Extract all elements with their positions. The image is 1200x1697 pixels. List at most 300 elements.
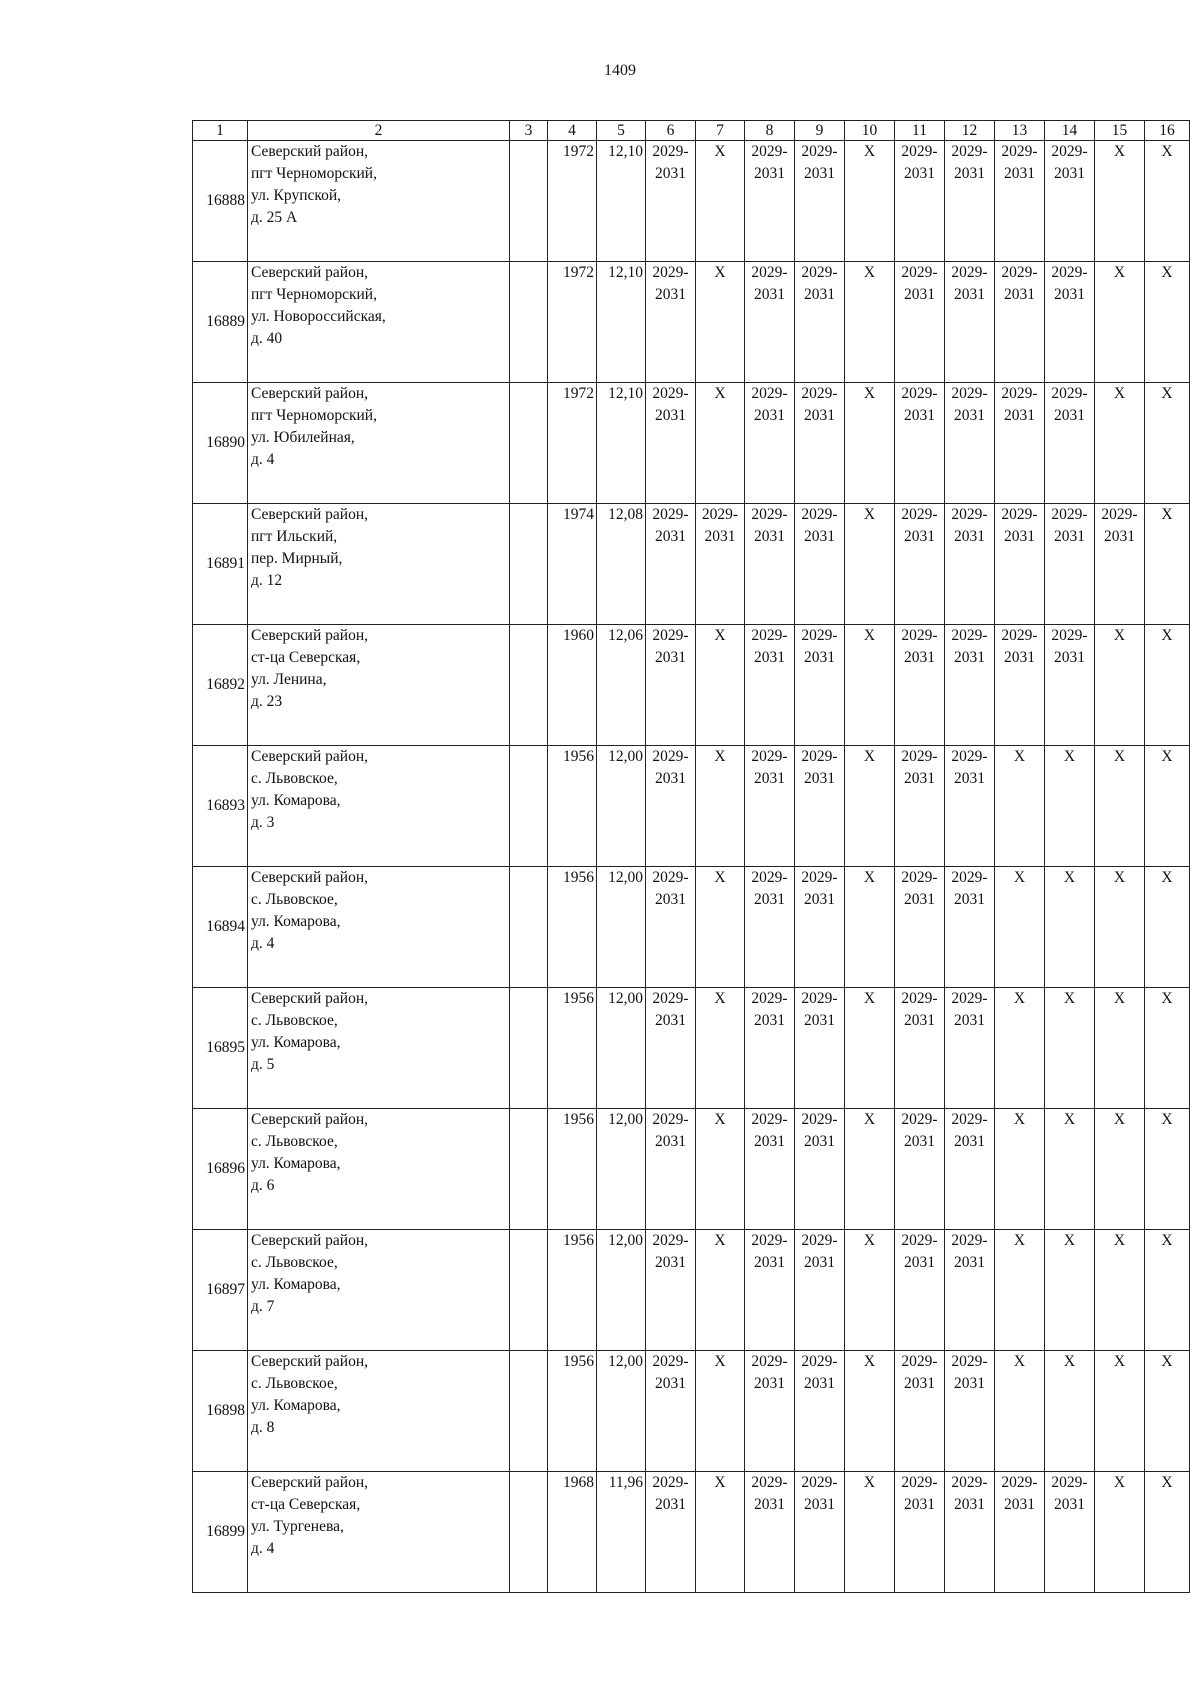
- period-cell: [1095, 504, 1145, 625]
- period-cell: [1045, 262, 1095, 383]
- period-text: 2029-2031: [1001, 627, 1038, 666]
- not-applicable-cell: X: [845, 262, 895, 383]
- period-text: 2029-2031: [951, 1111, 988, 1150]
- period-text: 2029-2031: [951, 143, 988, 182]
- record-number-cell: 16896: [193, 1109, 248, 1230]
- period-text: 2029-2031: [652, 143, 689, 182]
- address-line: с. Львовское,: [251, 1133, 338, 1150]
- period-text: 2029-2031: [652, 1232, 689, 1271]
- period-cell: [895, 1472, 945, 1593]
- column-number-cell: 3: [510, 121, 548, 141]
- empty-column-3-cell: [510, 504, 548, 625]
- address-line: д. 6: [251, 1177, 275, 1194]
- period-text: 2029-2031: [801, 143, 838, 182]
- address-line: Северский район,: [251, 627, 368, 644]
- address-line: д. 4: [251, 451, 275, 468]
- column-number-row: [193, 121, 1190, 141]
- period-cell: [795, 1472, 845, 1593]
- period-text: 2029-2031: [901, 264, 938, 303]
- period-cell: [696, 504, 745, 625]
- period-cell: [745, 1109, 795, 1230]
- address-line: ул. Комарова,: [251, 913, 341, 930]
- year-cell: 1956: [548, 1109, 597, 1230]
- column-number-cell: 14: [1045, 121, 1095, 141]
- not-applicable-cell: X: [1095, 988, 1145, 1109]
- address-line: Северский район,: [251, 264, 368, 281]
- address-line: Северский район,: [251, 1474, 368, 1491]
- period-cell: [745, 504, 795, 625]
- address-line: ул. Комарова,: [251, 1397, 341, 1414]
- table-row: [193, 746, 1190, 867]
- period-cell: [745, 625, 795, 746]
- period-text: 2029-2031: [751, 748, 788, 787]
- period-cell: [795, 1109, 845, 1230]
- empty-column-3-cell: [510, 383, 548, 504]
- period-cell: [745, 1472, 795, 1593]
- address-line: пер. Мирный,: [251, 550, 343, 567]
- period-cell: [995, 141, 1045, 262]
- period-text: 2029-2031: [801, 1474, 838, 1513]
- not-applicable-cell: X: [845, 504, 895, 625]
- period-cell: [795, 262, 845, 383]
- table-row: [193, 262, 1190, 383]
- not-applicable-cell: X: [845, 867, 895, 988]
- address-cell: [248, 1230, 510, 1351]
- period-cell: [995, 383, 1045, 504]
- year-cell: 1972: [548, 262, 597, 383]
- period-text: 2029-2031: [901, 1232, 938, 1271]
- period-text: 2029-2031: [801, 385, 838, 424]
- record-number-cell: 16890: [193, 383, 248, 504]
- period-cell: [945, 746, 995, 867]
- not-applicable-cell: X: [1145, 504, 1190, 625]
- period-cell: [895, 262, 945, 383]
- not-applicable-cell: X: [845, 1109, 895, 1230]
- period-cell: [945, 504, 995, 625]
- not-applicable-cell: X: [845, 1351, 895, 1472]
- address-line: Северский район,: [251, 869, 368, 886]
- address-line: Северский район,: [251, 990, 368, 1007]
- period-text: 2029-2031: [1051, 264, 1088, 303]
- record-number-cell: 16897: [193, 1230, 248, 1351]
- not-applicable-cell: X: [1095, 1351, 1145, 1472]
- period-text: 2029-2031: [951, 506, 988, 545]
- not-applicable-cell: X: [845, 1472, 895, 1593]
- period-text: 2029-2031: [652, 1111, 689, 1150]
- year-cell: 1956: [548, 746, 597, 867]
- table-row: [193, 383, 1190, 504]
- record-number-cell: 16888: [193, 141, 248, 262]
- not-applicable-cell: X: [995, 1109, 1045, 1230]
- address-line: ул. Комарова,: [251, 1276, 341, 1293]
- period-text: 2029-2031: [701, 506, 739, 545]
- period-cell: [945, 1351, 995, 1472]
- column-number-cell: 8: [745, 121, 795, 141]
- table-row: [193, 625, 1190, 746]
- period-text: 2029-2031: [901, 627, 938, 666]
- value-cell: 12,00: [597, 867, 646, 988]
- address-line: ст-ца Северская,: [251, 649, 361, 666]
- not-applicable-cell: X: [1145, 1230, 1190, 1351]
- table-row: [193, 867, 1190, 988]
- address-line: ул. Крупской,: [251, 187, 342, 204]
- period-text: 2029-2031: [652, 385, 689, 424]
- period-text: 2029-2031: [751, 1474, 788, 1513]
- not-applicable-cell: X: [995, 988, 1045, 1109]
- address-line: ул. Новороссийская,: [251, 308, 386, 325]
- address-line: ул. Ленина,: [251, 671, 327, 688]
- address-line: д. 4: [251, 935, 275, 952]
- period-text: 2029-2031: [751, 143, 788, 182]
- year-cell: 1972: [548, 383, 597, 504]
- period-cell: [895, 383, 945, 504]
- period-text: 2029-2031: [951, 385, 988, 424]
- period-text: 2029-2031: [951, 1474, 988, 1513]
- period-text: 2029-2031: [801, 264, 838, 303]
- period-cell: [795, 1230, 845, 1351]
- record-number-cell: 16892: [193, 625, 248, 746]
- not-applicable-cell: X: [845, 988, 895, 1109]
- period-text: 2029-2031: [652, 869, 689, 908]
- not-applicable-cell: X: [696, 988, 745, 1109]
- period-text: 2029-2031: [951, 627, 988, 666]
- period-text: 2029-2031: [801, 627, 838, 666]
- address-cell: [248, 1109, 510, 1230]
- column-number-cell: 6: [646, 121, 696, 141]
- period-cell: [745, 1351, 795, 1472]
- period-cell: [646, 1230, 696, 1351]
- period-cell: [1045, 504, 1095, 625]
- value-cell: 12,00: [597, 1351, 646, 1472]
- page-number: 1409: [604, 62, 636, 79]
- not-applicable-cell: X: [696, 746, 745, 867]
- value-cell: 12,10: [597, 383, 646, 504]
- period-cell: [945, 625, 995, 746]
- address-cell: [248, 746, 510, 867]
- value-cell: 12,00: [597, 988, 646, 1109]
- not-applicable-cell: X: [845, 1230, 895, 1351]
- record-number-cell: 16898: [193, 1351, 248, 1472]
- address-line: д. 7: [251, 1298, 275, 1315]
- period-cell: [945, 1472, 995, 1593]
- period-cell: [995, 625, 1045, 746]
- not-applicable-cell: X: [696, 1472, 745, 1593]
- address-line: с. Львовское,: [251, 770, 338, 787]
- period-text: 2029-2031: [901, 990, 938, 1029]
- period-text: 2029-2031: [1051, 143, 1088, 182]
- not-applicable-cell: X: [1095, 262, 1145, 383]
- registry-table: [192, 120, 1190, 1593]
- period-text: 2029-2031: [901, 1353, 938, 1392]
- not-applicable-cell: X: [845, 383, 895, 504]
- not-applicable-cell: X: [696, 1230, 745, 1351]
- address-cell: [248, 867, 510, 988]
- record-number-cell: 16894: [193, 867, 248, 988]
- address-line: пгт Черноморский,: [251, 286, 377, 303]
- address-cell: [248, 262, 510, 383]
- year-cell: 1968: [548, 1472, 597, 1593]
- period-text: 2029-2031: [951, 264, 988, 303]
- address-line: д. 23: [251, 693, 283, 710]
- address-line: Северский район,: [251, 1232, 368, 1249]
- period-text: 2029-2031: [751, 627, 788, 666]
- period-cell: [995, 262, 1045, 383]
- period-text: 2029-2031: [751, 385, 788, 424]
- not-applicable-cell: X: [1095, 383, 1145, 504]
- period-cell: [745, 746, 795, 867]
- not-applicable-cell: X: [1045, 988, 1095, 1109]
- address-line: с. Львовское,: [251, 891, 338, 908]
- period-text: 2029-2031: [951, 990, 988, 1029]
- year-cell: 1956: [548, 867, 597, 988]
- not-applicable-cell: X: [696, 141, 745, 262]
- period-cell: [745, 141, 795, 262]
- period-text: 2029-2031: [1051, 506, 1088, 545]
- column-number-cell: 13: [995, 121, 1045, 141]
- not-applicable-cell: X: [696, 625, 745, 746]
- period-cell: [945, 383, 995, 504]
- period-text: 2029-2031: [652, 748, 689, 787]
- period-cell: [945, 1109, 995, 1230]
- period-cell: [646, 383, 696, 504]
- period-text: 2029-2031: [801, 748, 838, 787]
- address-line: д. 3: [251, 814, 275, 831]
- period-text: 2029-2031: [1001, 385, 1038, 424]
- not-applicable-cell: X: [1095, 625, 1145, 746]
- period-cell: [945, 988, 995, 1109]
- period-cell: [795, 746, 845, 867]
- table-row: [193, 1230, 1190, 1351]
- period-cell: [646, 988, 696, 1109]
- address-line: Северский район,: [251, 143, 368, 160]
- address-line: д. 8: [251, 1419, 275, 1436]
- address-cell: [248, 1472, 510, 1593]
- column-number-cell: 5: [597, 121, 646, 141]
- period-cell: [745, 988, 795, 1109]
- not-applicable-cell: X: [1145, 625, 1190, 746]
- not-applicable-cell: X: [995, 1351, 1045, 1472]
- empty-column-3-cell: [510, 1351, 548, 1472]
- period-cell: [895, 141, 945, 262]
- column-number-cell: 16: [1145, 121, 1190, 141]
- period-cell: [895, 988, 945, 1109]
- address-line: ул. Тургенева,: [251, 1518, 344, 1535]
- period-cell: [745, 867, 795, 988]
- period-text: 2029-2031: [951, 748, 988, 787]
- not-applicable-cell: X: [1095, 1109, 1145, 1230]
- empty-column-3-cell: [510, 1109, 548, 1230]
- record-number-cell: 16895: [193, 988, 248, 1109]
- year-cell: 1956: [548, 988, 597, 1109]
- not-applicable-cell: X: [1145, 867, 1190, 988]
- record-number-cell: 16899: [193, 1472, 248, 1593]
- value-cell: 12,06: [597, 625, 646, 746]
- not-applicable-cell: X: [1145, 1109, 1190, 1230]
- period-text: 2029-2031: [951, 869, 988, 908]
- record-number-cell: 16889: [193, 262, 248, 383]
- period-cell: [646, 1109, 696, 1230]
- period-cell: [1045, 625, 1095, 746]
- period-cell: [1045, 1472, 1095, 1593]
- column-number-cell: 4: [548, 121, 597, 141]
- period-cell: [646, 262, 696, 383]
- empty-column-3-cell: [510, 262, 548, 383]
- period-text: 2029-2031: [901, 869, 938, 908]
- period-cell: [646, 504, 696, 625]
- address-line: пгт Ильский,: [251, 528, 338, 545]
- year-cell: 1972: [548, 141, 597, 262]
- address-cell: [248, 1351, 510, 1472]
- table-row: [193, 141, 1190, 262]
- not-applicable-cell: X: [845, 625, 895, 746]
- period-cell: [895, 504, 945, 625]
- address-line: ул. Комарова,: [251, 1155, 341, 1172]
- registry-body: [193, 121, 1190, 1593]
- period-cell: [895, 1351, 945, 1472]
- period-text: 2029-2031: [751, 506, 788, 545]
- period-text: 2029-2031: [901, 143, 938, 182]
- period-text: 2029-2031: [1001, 506, 1038, 545]
- address-line: с. Львовское,: [251, 1254, 338, 1271]
- address-line: Северский район,: [251, 748, 368, 765]
- period-cell: [895, 746, 945, 867]
- column-number-cell: 2: [248, 121, 510, 141]
- table-row: [193, 1351, 1190, 1472]
- address-line: д. 12: [251, 572, 283, 589]
- period-cell: [945, 1230, 995, 1351]
- empty-column-3-cell: [510, 1230, 548, 1351]
- period-cell: [895, 625, 945, 746]
- period-text: 2029-2031: [951, 1353, 988, 1392]
- empty-column-3-cell: [510, 867, 548, 988]
- period-text: 2029-2031: [1001, 1474, 1038, 1513]
- address-cell: [248, 625, 510, 746]
- period-cell: [945, 262, 995, 383]
- address-line: Северский район,: [251, 1353, 368, 1370]
- not-applicable-cell: X: [995, 746, 1045, 867]
- address-line: ст-ца Северская,: [251, 1496, 361, 1513]
- table-row: [193, 1109, 1190, 1230]
- period-text: 2029-2031: [751, 1232, 788, 1271]
- period-cell: [646, 867, 696, 988]
- value-cell: 12,00: [597, 1109, 646, 1230]
- column-number-cell: 12: [945, 121, 995, 141]
- period-cell: [795, 1351, 845, 1472]
- not-applicable-cell: X: [1095, 1230, 1145, 1351]
- empty-column-3-cell: [510, 988, 548, 1109]
- record-number-cell: 16893: [193, 746, 248, 867]
- not-applicable-cell: X: [1095, 867, 1145, 988]
- not-applicable-cell: X: [1045, 1230, 1095, 1351]
- not-applicable-cell: X: [1095, 1472, 1145, 1593]
- column-number-cell: 15: [1095, 121, 1145, 141]
- column-number-cell: 10: [845, 121, 895, 141]
- period-cell: [1045, 141, 1095, 262]
- not-applicable-cell: X: [995, 867, 1045, 988]
- not-applicable-cell: X: [1145, 1351, 1190, 1472]
- period-cell: [795, 504, 845, 625]
- address-line: Северский район,: [251, 506, 368, 523]
- not-applicable-cell: X: [1145, 1472, 1190, 1593]
- column-number-cell: 11: [895, 121, 945, 141]
- address-line: ул. Комарова,: [251, 1034, 341, 1051]
- value-cell: 12,10: [597, 262, 646, 383]
- address-line: Северский район,: [251, 385, 368, 402]
- period-text: 2029-2031: [801, 1232, 838, 1271]
- period-cell: [895, 1230, 945, 1351]
- empty-column-3-cell: [510, 625, 548, 746]
- period-cell: [795, 383, 845, 504]
- year-cell: 1974: [548, 504, 597, 625]
- value-cell: 12,00: [597, 746, 646, 867]
- table-row: [193, 504, 1190, 625]
- address-cell: [248, 988, 510, 1109]
- period-text: 2029-2031: [751, 1111, 788, 1150]
- year-cell: 1960: [548, 625, 597, 746]
- not-applicable-cell: X: [696, 1351, 745, 1472]
- value-cell: 12,10: [597, 141, 646, 262]
- column-number-cell: 1: [193, 121, 248, 141]
- period-text: 2029-2031: [1051, 627, 1088, 666]
- address-line: Северский район,: [251, 1111, 368, 1128]
- period-text: 2029-2031: [901, 385, 938, 424]
- not-applicable-cell: X: [1045, 746, 1095, 867]
- period-cell: [945, 867, 995, 988]
- not-applicable-cell: X: [1045, 1109, 1095, 1230]
- period-text: 2029-2031: [901, 1474, 938, 1513]
- not-applicable-cell: X: [1095, 746, 1145, 867]
- year-cell: 1956: [548, 1230, 597, 1351]
- address-line: д. 25 А: [251, 209, 298, 226]
- period-text: 2029-2031: [951, 1232, 988, 1271]
- period-text: 2029-2031: [801, 869, 838, 908]
- address-cell: [248, 141, 510, 262]
- not-applicable-cell: X: [1095, 141, 1145, 262]
- not-applicable-cell: X: [696, 1109, 745, 1230]
- empty-column-3-cell: [510, 746, 548, 867]
- period-cell: [895, 867, 945, 988]
- address-line: пгт Черноморский,: [251, 165, 377, 182]
- period-text: 2029-2031: [1001, 264, 1038, 303]
- period-cell: [945, 141, 995, 262]
- not-applicable-cell: X: [1145, 988, 1190, 1109]
- empty-column-3-cell: [510, 1472, 548, 1593]
- period-cell: [795, 867, 845, 988]
- not-applicable-cell: X: [1145, 746, 1190, 867]
- period-text: 2029-2031: [751, 1353, 788, 1392]
- period-cell: [646, 746, 696, 867]
- period-text: 2029-2031: [652, 990, 689, 1029]
- period-text: 2029-2031: [751, 990, 788, 1029]
- period-text: 2029-2031: [652, 1353, 689, 1392]
- period-cell: [795, 988, 845, 1109]
- not-applicable-cell: X: [696, 383, 745, 504]
- address-cell: [248, 383, 510, 504]
- address-line: пгт Черноморский,: [251, 407, 377, 424]
- not-applicable-cell: X: [1045, 867, 1095, 988]
- column-number-cell: 9: [795, 121, 845, 141]
- period-cell: [745, 262, 795, 383]
- period-cell: [646, 1472, 696, 1593]
- table-row: [193, 1472, 1190, 1593]
- period-text: 2029-2031: [901, 506, 938, 545]
- not-applicable-cell: X: [696, 262, 745, 383]
- not-applicable-cell: X: [995, 1230, 1045, 1351]
- period-text: 2029-2031: [751, 264, 788, 303]
- column-number-cell: 7: [696, 121, 745, 141]
- period-cell: [895, 1109, 945, 1230]
- period-text: 2029-2031: [801, 990, 838, 1029]
